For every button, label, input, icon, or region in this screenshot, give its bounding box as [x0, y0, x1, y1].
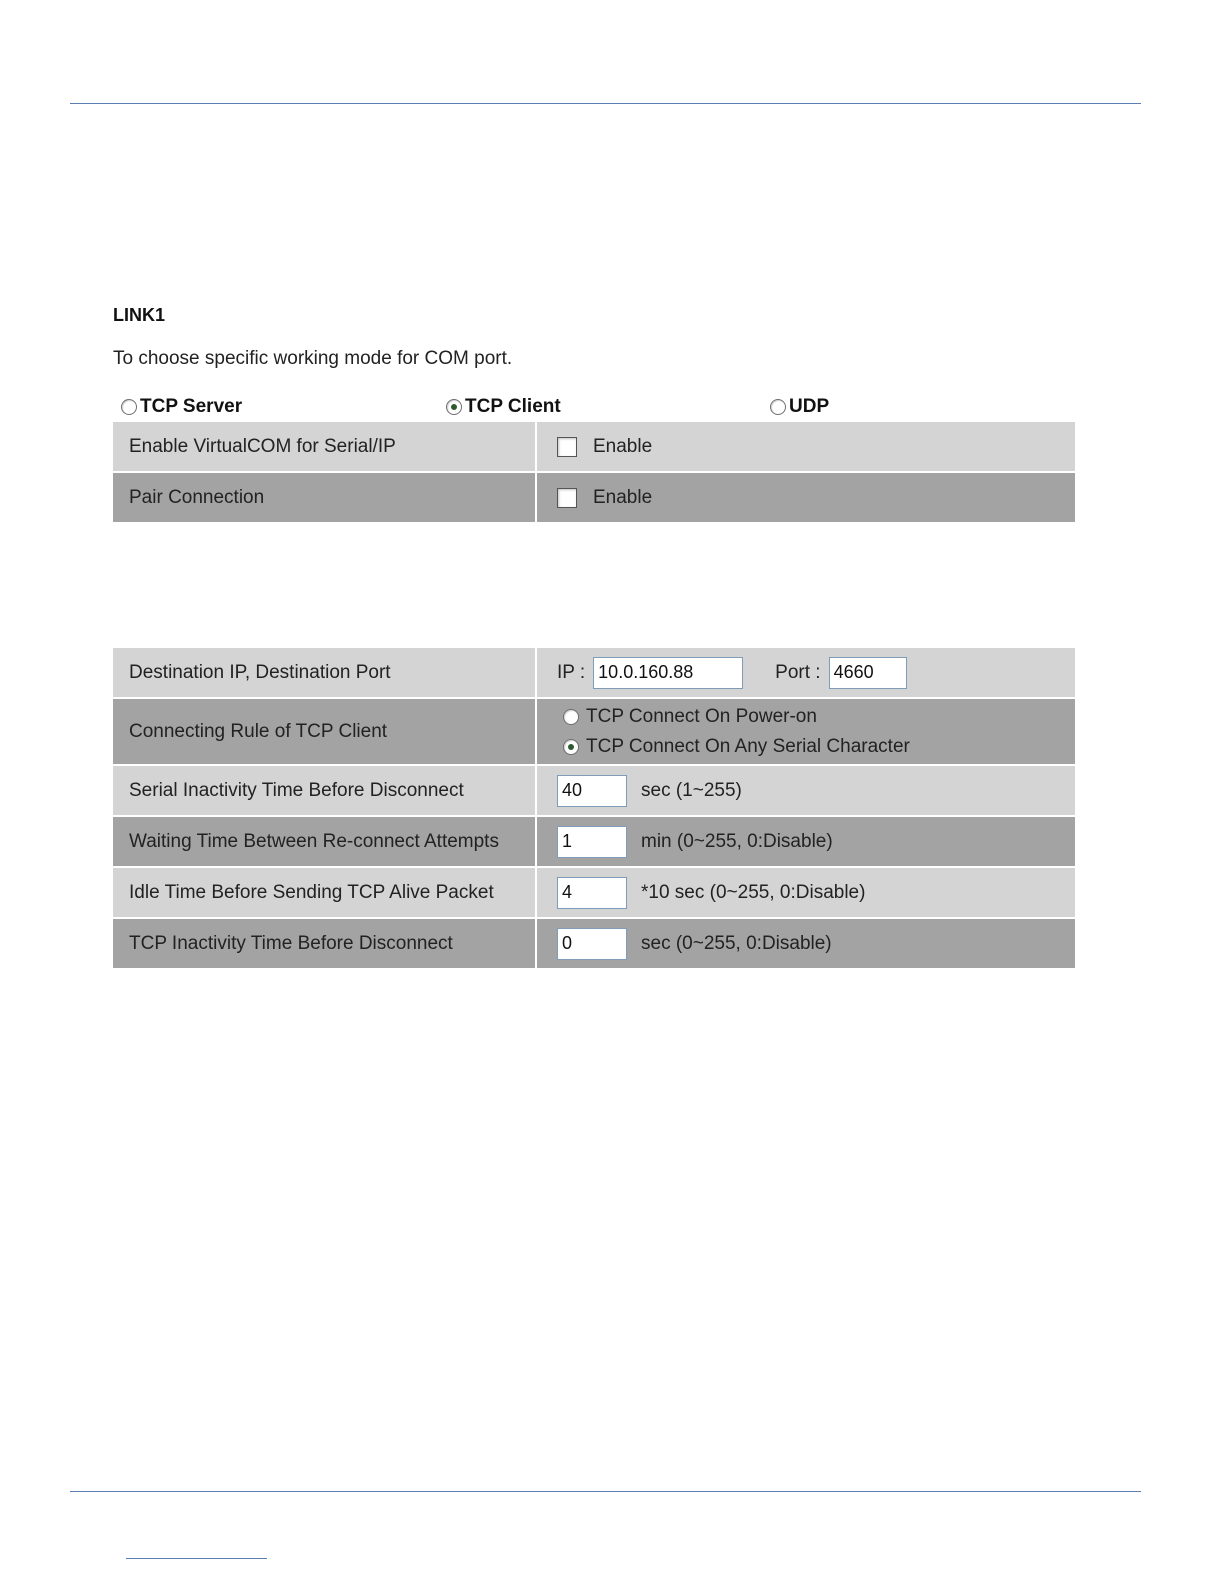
tcp-client-settings-table	[113, 648, 1075, 968]
power-on-radio[interactable]	[563, 709, 579, 725]
tcp-client-radio[interactable]	[446, 399, 462, 415]
checkbox-label: Enable	[593, 486, 653, 508]
connecting-rule-row	[113, 699, 1075, 766]
destination-port-input[interactable]	[829, 657, 907, 689]
unit-label: sec (0~255, 0:Disable)	[641, 932, 832, 954]
virtualcom-row	[113, 422, 1075, 473]
port-label: Port :	[775, 661, 821, 683]
general-settings-table	[113, 422, 1075, 522]
footer-underline	[126, 1558, 267, 1559]
reconnect-wait-input[interactable]	[557, 826, 627, 858]
idle-alive-label: Idle Time Before Sending TCP Alive Packet	[113, 868, 537, 917]
mode-label: TCP Server	[140, 396, 243, 417]
destination-value	[537, 648, 1075, 697]
reconnect-wait-label: Waiting Time Between Re-connect Attempts	[113, 817, 537, 866]
destination-label: Destination IP, Destination Port	[113, 648, 537, 697]
pair-connection-value	[537, 473, 1075, 522]
serial-inactivity-input[interactable]	[557, 775, 627, 807]
virtualcom-checkbox[interactable]	[557, 437, 577, 457]
reconnect-wait-value	[537, 817, 1075, 866]
mode-tcp-server[interactable]	[121, 396, 242, 418]
section-description: To choose specific working mode for COM port.	[113, 348, 513, 369]
unit-label: sec (1~255)	[641, 779, 742, 801]
mode-tcp-client[interactable]	[446, 396, 561, 418]
mode-label: UDP	[789, 396, 830, 417]
checkbox-label: Enable	[593, 435, 653, 457]
serial-character-radio[interactable]	[563, 739, 579, 755]
rule-option-label: TCP Connect On Any Serial Character	[586, 735, 910, 757]
unit-label: *10 sec (0~255, 0:Disable)	[641, 881, 866, 903]
footer-rule	[70, 1491, 1141, 1492]
rule-option-label: TCP Connect On Power-on	[586, 705, 817, 727]
mode-udp[interactable]	[770, 396, 829, 418]
idle-alive-input[interactable]	[557, 877, 627, 909]
mode-label: TCP Client	[465, 396, 561, 417]
rule-option-serial-character[interactable]	[563, 732, 910, 762]
connecting-rule-label: Connecting Rule of TCP Client	[113, 699, 537, 764]
pair-connection-row	[113, 473, 1075, 522]
destination-row	[113, 648, 1075, 699]
working-mode-group	[113, 396, 1075, 422]
pair-connection-label: Pair Connection	[113, 473, 537, 522]
ip-label: IP :	[557, 661, 586, 683]
idle-alive-value	[537, 868, 1075, 917]
udp-radio[interactable]	[770, 399, 786, 415]
serial-inactivity-value	[537, 766, 1075, 815]
reconnect-wait-row	[113, 817, 1075, 868]
header-rule	[70, 103, 1141, 104]
tcp-inactivity-label: TCP Inactivity Time Before Disconnect	[113, 919, 537, 968]
serial-inactivity-label: Serial Inactivity Time Before Disconnect	[113, 766, 537, 815]
serial-inactivity-row	[113, 766, 1075, 817]
connecting-rule-options	[537, 699, 1075, 764]
section-title: LINK1	[113, 305, 166, 325]
destination-ip-input[interactable]	[593, 657, 743, 689]
pair-connection-checkbox[interactable]	[557, 488, 577, 508]
virtualcom-label: Enable VirtualCOM for Serial/IP	[113, 422, 537, 471]
rule-option-power-on[interactable]	[563, 702, 817, 732]
tcp-inactivity-value	[537, 919, 1075, 968]
unit-label: min (0~255, 0:Disable)	[641, 830, 833, 852]
tcp-inactivity-input[interactable]	[557, 928, 627, 960]
tcp-server-radio[interactable]	[121, 399, 137, 415]
tcp-inactivity-row	[113, 919, 1075, 968]
idle-alive-row	[113, 868, 1075, 919]
virtualcom-value	[537, 422, 1075, 471]
